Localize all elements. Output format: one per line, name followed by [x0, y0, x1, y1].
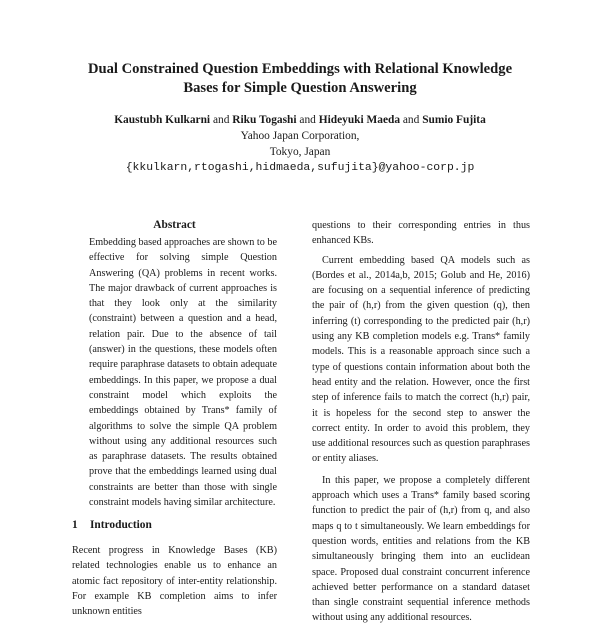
title-line-2: Bases for Simple Question Answering — [183, 80, 417, 96]
author-name: Hideyuki Maeda — [318, 114, 401, 126]
right-paragraph-1: questions to their corresponding entries in thus enhanced KBs. — [312, 220, 530, 247]
author-separator: and — [296, 114, 319, 126]
author-separator: and — [400, 114, 423, 126]
section-heading-introduction — [72, 518, 152, 533]
section-title: Introduction — [90, 519, 152, 531]
abstract-heading: Abstract — [153, 219, 196, 231]
title-line-1: Dual Constrained Question Embeddings with Relational Knowledge — [87, 61, 513, 77]
section-number: 1 — [72, 519, 78, 531]
right-column — [312, 218, 530, 626]
introduction-text: Recent progress in Knowledge Bases (KB) related technologies enable us to enhance an atomic fact repository of inter-entity relationship. For example KB completion aims to infer unknown entities — [72, 545, 277, 618]
paper-title — [60, 60, 540, 98]
abstract-body — [89, 235, 277, 510]
author-name: Riku Togashi — [232, 114, 297, 126]
author-list — [40, 112, 560, 128]
right-paragraph-3: In this paper, we propose a completely different approach which uses a Trans* family based scoring function to predict the pair of (h,r) from q, and also maps q to t simultaneously. We learn embeddings for question words, entities and relations from the KB simultaneously bringing them into an euclidean space. Proposed dual constraint concurrent inference achieved better performance on a standard dataset than single constraint sequential inference methods without using any additional resources. — [312, 474, 530, 624]
affiliation-org: Yahoo Japan Corporation, — [240, 130, 360, 142]
affiliation-city: Tokyo, Japan — [269, 146, 331, 158]
author-emails: {kkulkarn,rtogashi,hidmaeda,sufujita}@yahoo-corp.jp — [125, 162, 475, 174]
author-separator: and — [210, 114, 233, 126]
right-paragraph-2: Current embedding based QA models such as (Bordes et al., 2014a,b, 2015; Golub and He, 2016) are focusing on a sequential inference of predicting the pair of (h,r) from the given question (q), then inferring (t) corresponding to the predicted pair (h,r) using any KB completion models e.g. Trans* family models. This is a reasonable approach since such a type of questions contain information about both the head entity and the relation. However, once the first step of inference fails to match the correct (h,r) pair, it is hopeless for the second step to answer the correct entity. In order to avoid this problem, they use additional resources such as question paraphrases or entity aliases. — [312, 254, 530, 465]
author-name: Kaustubh Kulkarni — [114, 114, 211, 126]
author-name: Sumio Fujita — [422, 114, 486, 126]
introduction-body — [72, 543, 277, 619]
abstract-text: Embedding based approaches are shown to be effective for solving simple Question Answering (QA) problems in recent works. The major drawback of current approaches is that they look only at the similarity (constraint) between a question and a head, relation pair. Due to the absence of tail (answer) in the questions, these models often require paraphrase datasets to obtain adequate embeddings. In this paper, we propose a dual constraint model which exploits the embeddings obtained by Trans* family of algorithms to solve the simple QA problem without using any additional resources such as paraphrase datasets. The results obtained prove that the embeddings learned using dual constraints are better than those with single constraint models having similar architecture. — [89, 237, 277, 509]
